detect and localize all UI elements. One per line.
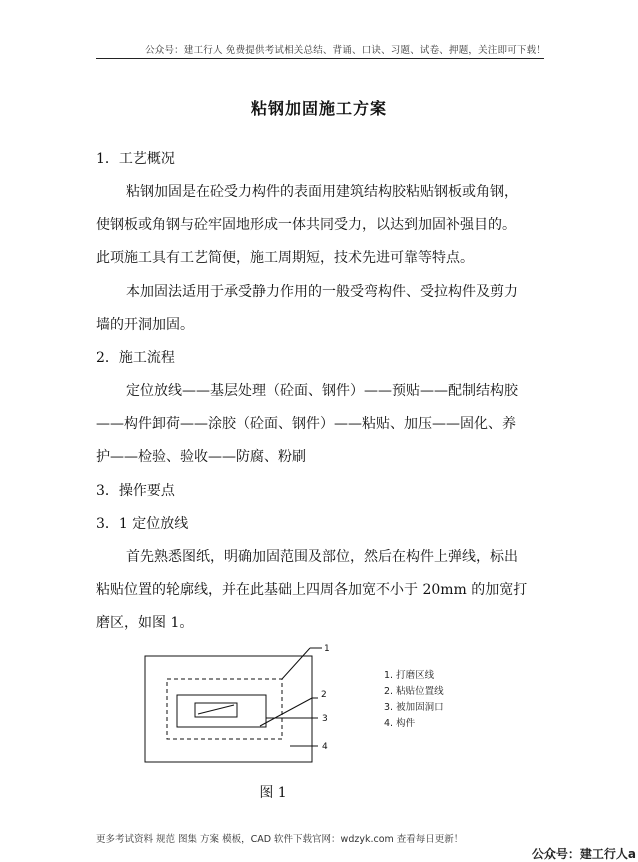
watermark: 公众号：建工行人a [531,847,636,861]
grinding-zone-outline [167,679,282,739]
callout-label-4: 4 [322,742,328,752]
legend-item-2: 2. 粘贴位置线 [384,686,444,697]
bonding-position-outline [177,695,266,727]
paragraph-line: 定位放线——基层处理（砼面、钢件）——预贴——配制结构胶 [126,383,518,399]
paragraph-line: 此项施工具有工艺简便，施工周期短，技术先进可靠等特点。 [96,250,474,266]
header-divider [96,58,544,59]
paragraph-line: 墙的开洞加固。 [96,317,194,333]
paragraph-line: 本加固法适用于承受静力作用的一般受弯构件、受拉构件及剪力 [126,284,518,300]
callout-leader-2 [260,698,312,726]
paragraph-line: 磨区，如图 1。 [96,615,194,631]
section-3-heading: 3．操作要点 [96,483,175,499]
section-2-heading: 2．施工流程 [96,350,175,366]
paragraph-line: ——构件卸荷——涂胶（砼面、钢件）——粘贴、加压——固化、养 [96,416,516,432]
figure-caption: 图 1 [259,785,287,801]
section-1-heading: 1．工艺概况 [96,151,175,167]
legend-item-3: 3. 被加固洞口 [384,702,444,713]
paragraph-line: 护——检验、验收——防腐、粉刷 [96,449,306,465]
callout-label-1: 1 [324,644,330,654]
opening-diagonal [198,705,234,714]
page-title: 粘钢加固施工方案 [250,99,387,118]
paragraph-line: 首先熟悉图纸，明确加固范围及部位，然后在构件上弹线，标出 [126,549,518,565]
callout-leader-1 [282,648,310,679]
section-3-1-heading: 3．1 定位放线 [96,516,189,532]
paragraph-line: 粘贴位置的轮廓线，并在此基础上四周各加宽不小于 20mm 的加宽打 [96,582,528,598]
legend-item-4: 4. 构件 [384,718,416,729]
header-note: 公众号：建工行人 免费提供考试相关总结、背诵、口诀、习题、试卷、押题，关注即可下载！ [145,45,546,56]
member-outline [145,656,312,762]
figure-1-diagram [140,640,340,765]
paragraph-line: 粘钢加固是在砼受力构件的表面用建筑结构胶粘贴钢板或角钢， [126,184,518,200]
callout-label-3: 3 [322,714,328,724]
legend-item-1: 1. 打磨区线 [384,670,435,681]
footer-note: 更多考试资料 规范 图集 方案 模板，CAD 软件下载官网：wdzyk.com 查看每日更新！ [96,834,464,845]
paragraph-line: 使钢板或角钢与砼牢固地形成一体共同受力，以达到加固补强目的。 [96,217,516,233]
callout-label-2: 2 [321,690,327,700]
